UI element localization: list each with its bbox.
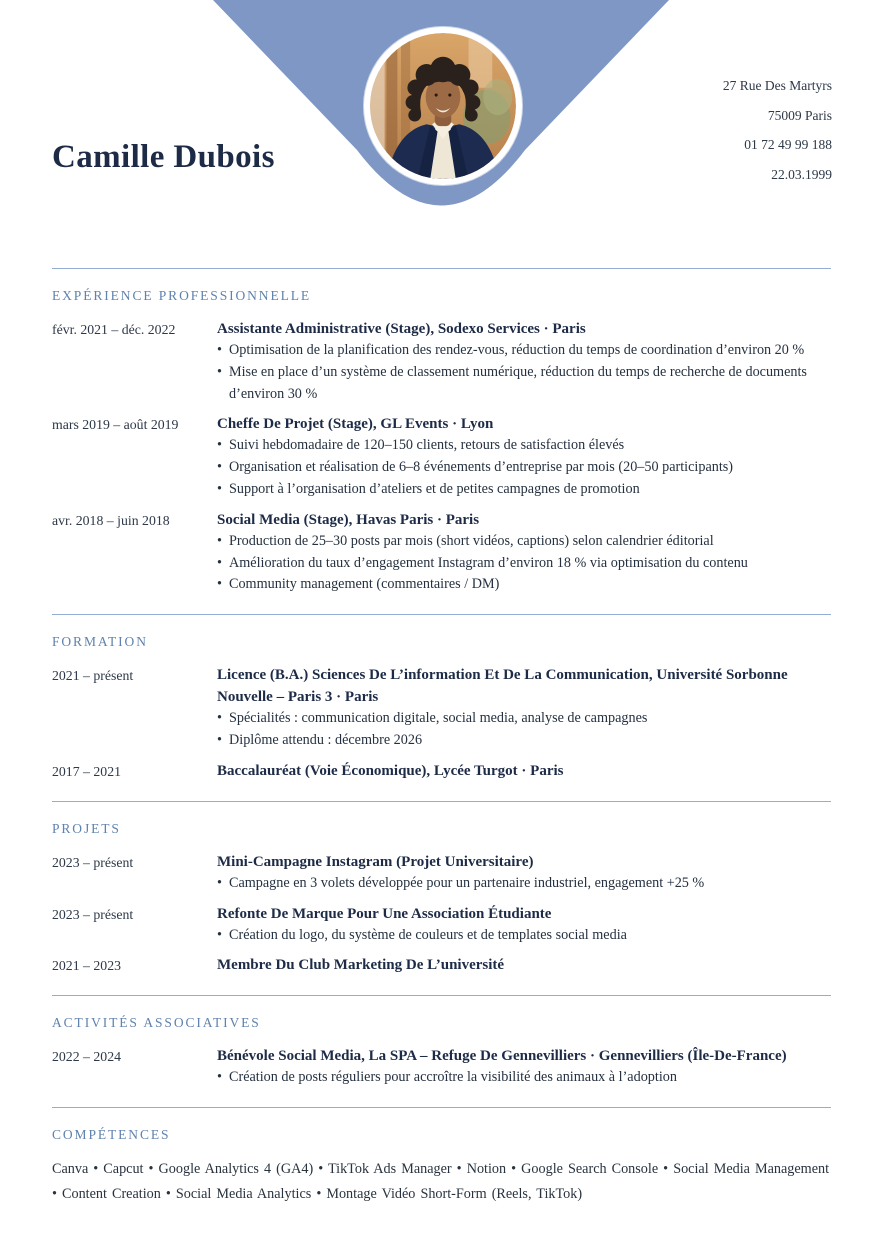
- section-formation: [52, 614, 831, 783]
- section-projets: [52, 801, 831, 978]
- entry-date: 2022 – 2024: [52, 1049, 121, 1065]
- bullet-icon: •: [217, 437, 222, 454]
- entry-title: Cheffe De Projet (Stage), GL Events · Lyon: [217, 416, 494, 433]
- entry-date: mars 2019 – août 2019: [52, 417, 179, 433]
- entry-title: Social Media (Stage), Havas Paris · Paris: [217, 511, 480, 528]
- entry-date: 2021 – présent: [52, 668, 134, 684]
- section-title: PROJETS: [52, 820, 121, 836]
- cv-entry: [52, 509, 831, 596]
- bullet-icon: •: [217, 363, 222, 380]
- entry-body: [217, 318, 831, 405]
- entry-date: avr. 2018 – juin 2018: [52, 512, 170, 528]
- bullet-text: Suivi hebdomadaire de 120–150 clients, retours de satisfaction élevés: [229, 437, 625, 454]
- entry-bullets: [217, 531, 831, 596]
- entry-title: Bénévole Social Media, La SPA – Refuge De Gennevilliers · Gennevilliers (Île-De-France): [217, 1048, 787, 1065]
- entry-title: Membre Du Club Marketing De L’université: [217, 957, 505, 974]
- section-divider: [52, 268, 831, 269]
- entry-body: [217, 1045, 831, 1089]
- bullet-text: Campagne en 3 volets développée pour un partenaire industriel, engagement +25 %: [229, 874, 705, 891]
- entry-bullet: [217, 340, 831, 362]
- entry-body: [217, 413, 831, 500]
- section-entries: [52, 851, 831, 978]
- cv-body: [0, 268, 883, 1207]
- bullet-icon: •: [217, 342, 222, 358]
- entry-bullet: [217, 925, 831, 947]
- entry-body: [217, 903, 831, 947]
- section-divider: [52, 1107, 831, 1108]
- bullet-text: Organisation et réalisation de 6–8 événements d’entreprise par mois (20–50 participants): [229, 459, 734, 476]
- entry-date: 2021 – 2023: [52, 958, 121, 974]
- bullet-text: Support à l’organisation d’ateliers et de petites campagnes de promotion: [229, 480, 640, 497]
- entry-title: Refonte De Marque Pour Une Association Étudiante: [217, 905, 552, 922]
- entry-body: [217, 509, 831, 596]
- contact-line: 22.03.1999: [771, 166, 832, 182]
- bullet-icon: •: [217, 731, 222, 748]
- cv-entry: [52, 413, 831, 500]
- contact-line: 01 72 49 99 188: [744, 137, 832, 152]
- bullet-icon: •: [217, 710, 222, 727]
- cv-entry: [52, 664, 831, 752]
- entry-bullets: [217, 873, 831, 895]
- section-divider: [52, 995, 831, 996]
- bullet-text: Community management (commentaires / DM): [229, 576, 500, 593]
- bullet-icon: •: [217, 926, 222, 943]
- entry-title: Mini-Campagne Instagram (Projet Universitaire): [217, 853, 534, 870]
- entry-bullet: [217, 574, 831, 596]
- entry-bullet: [217, 531, 831, 553]
- entry-date: 2017 – 2021: [52, 763, 121, 779]
- section-competences: [52, 1107, 831, 1207]
- section-entries: [52, 318, 831, 596]
- entry-bullet: [217, 362, 831, 406]
- profile-photo-image: [370, 33, 516, 179]
- entry-date: févr. 2021 – déc. 2022: [52, 322, 176, 337]
- entry-title: Assistante Administrative (Stage), Sodexo Services · Paris: [217, 321, 586, 337]
- cv-entry: [52, 1045, 831, 1089]
- entry-bullet: [217, 479, 831, 501]
- entry-bullet: [217, 873, 831, 895]
- section-title: EXPÉRIENCE PROFESSIONNELLE: [52, 288, 312, 303]
- entry-date: 2023 – présent: [52, 854, 134, 870]
- section-divider: [52, 614, 831, 615]
- entry-bullets: [217, 708, 831, 752]
- profile-photo: [364, 27, 522, 185]
- bullet-icon: •: [217, 1069, 222, 1086]
- cv-entry: [52, 318, 831, 405]
- section-entries: [52, 1157, 831, 1207]
- person-name: Camille Dubois: [52, 139, 275, 175]
- entry-date: 2023 – présent: [52, 906, 134, 922]
- section-divider: [52, 801, 831, 802]
- bullet-icon: •: [217, 874, 222, 891]
- entry-bullets: [217, 1067, 831, 1089]
- contact-line: 27 Rue Des Martyrs: [722, 78, 832, 93]
- entry-title: Baccalauréat (Voie Économique), Lycée Turgot · Paris: [217, 762, 564, 779]
- entry-bullets: [217, 925, 831, 947]
- bullet-icon: •: [217, 532, 222, 549]
- bullet-icon: •: [217, 480, 222, 497]
- entry-bullets: [217, 435, 831, 500]
- bullet-text: Optimisation de la planification des rendez-vous, réduction du temps de coordination d’environ 20 %: [229, 342, 805, 358]
- entry-title: Licence (B.A.) Sciences De L’information Et De La Communication, Université Sorbonne Nouvelle – Paris 3 · Paris: [217, 667, 788, 706]
- section-title: COMPÉTENCES: [52, 1127, 171, 1143]
- bullet-text: Création de posts réguliers pour accroître la visibilité des animaux à l’adoption: [229, 1069, 677, 1086]
- cv-entry: [52, 903, 831, 947]
- bullet-icon: •: [217, 554, 222, 571]
- cv-entry: [52, 851, 831, 895]
- entry-bullets: [217, 340, 831, 405]
- bullet-text: Création du logo, du système de couleurs et de templates social media: [229, 926, 627, 943]
- contact-info: [723, 71, 832, 189]
- entry-bullet: [217, 435, 831, 457]
- entry-body: [217, 954, 831, 977]
- cv-entry: [52, 954, 831, 977]
- bullet-text: Diplôme attendu : décembre 2026: [229, 731, 423, 748]
- cv-entry: [52, 760, 831, 783]
- entry-bullet: [217, 457, 831, 479]
- cv-header: [0, 0, 883, 268]
- bullet-text: Mise en place d’un système de classement numérique, réduction du temps de recherche de documents d’environ 30 %: [229, 363, 807, 402]
- section-entries: [52, 1045, 831, 1089]
- entry-body: [217, 664, 831, 752]
- bullet-text: Spécialités : communication digitale, social media, analyse de campagnes: [229, 710, 648, 727]
- entry-bullet: [217, 708, 831, 730]
- entry-body: [217, 760, 831, 783]
- skills-text: Canva • Capcut • Google Analytics 4 (GA4) • TikTok Ads Manager • Notion • Google Search Console • Social Media Management • Content Creation • Social Media Analytics • Montage Vidéo Short-Form (Reels, TikTok): [52, 1161, 830, 1203]
- section-activites-associatives: [52, 995, 831, 1089]
- contact-line: 75009 Paris: [767, 107, 832, 123]
- bullet-text: Amélioration du taux d’engagement Instagram d’environ 18 % via optimisation du contenu: [229, 554, 748, 571]
- bullet-icon: •: [217, 576, 222, 593]
- bullet-icon: •: [217, 459, 222, 476]
- entry-body: [217, 851, 831, 895]
- entry-bullet: [217, 553, 831, 575]
- section-experience-professionnelle: [52, 268, 831, 596]
- section-title: FORMATION: [52, 634, 148, 650]
- entry-bullet: [217, 730, 831, 752]
- section-title: ACTIVITÉS ASSOCIATIVES: [52, 1015, 261, 1031]
- entry-bullet: [217, 1067, 831, 1089]
- bullet-text: Production de 25–30 posts par mois (short vidéos, captions) selon calendrier éditorial: [229, 532, 714, 549]
- section-entries: [52, 664, 831, 783]
